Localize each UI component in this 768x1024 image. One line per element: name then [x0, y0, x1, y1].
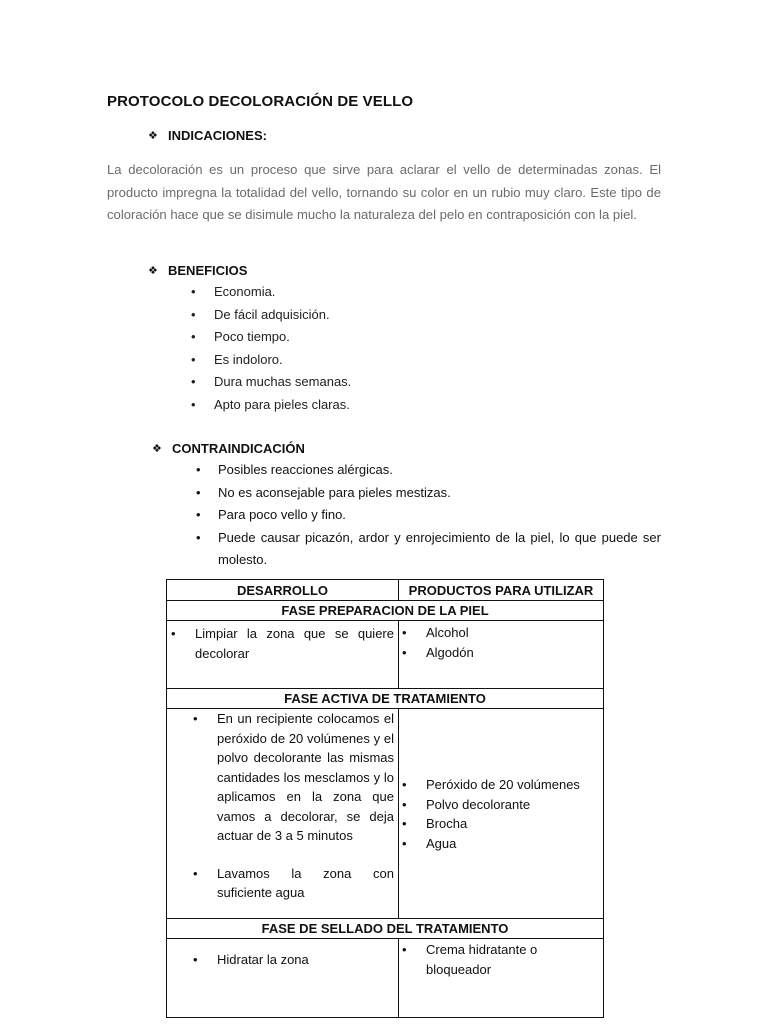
list-item: [402, 775, 603, 795]
bullet-icon: •: [191, 329, 196, 344]
list-item-text: Alcohol: [426, 625, 469, 640]
list-item: [193, 709, 394, 846]
list-item-text: Posibles reacciones alérgicas.: [218, 462, 393, 477]
list-item-text: De fácil adquisición.: [214, 306, 330, 322]
list-item-text: Agua: [426, 835, 457, 851]
list-item: [402, 623, 603, 643]
desarrollo-cell: [167, 709, 399, 919]
list-item: [402, 643, 603, 663]
bullet-icon: •: [402, 645, 407, 660]
list-item: [171, 624, 394, 664]
list-item: [191, 281, 351, 304]
list-item: [191, 304, 351, 327]
desarrollo-list: [167, 709, 398, 903]
bullet-icon: •: [193, 711, 198, 726]
bullet-icon: •: [402, 942, 407, 957]
list-item-text: Poco tiempo.: [214, 329, 290, 344]
bullet-icon: •: [402, 796, 407, 812]
list-item: [196, 459, 661, 482]
list-item: [196, 482, 661, 505]
phase-title: FASE DE SELLADO DEL TRATAMIENTO: [167, 919, 604, 939]
desarrollo-cell: [167, 621, 399, 689]
diamond-bullet-icon: ❖: [148, 265, 158, 277]
bullet-icon: •: [171, 626, 176, 641]
list-item-text: En un recipiente colocamos el peróxido de 20 volúmenes y el polvo decolorante las mismas cantidades los mesclamos y lo aplicamos en la zona que vamos a decolorar, se deja actuar de 3 a 5 minutos: [217, 711, 394, 843]
table-row: [167, 939, 604, 1018]
header-desarrollo: DESARROLLO: [167, 580, 399, 601]
bullet-icon: •: [193, 865, 198, 881]
beneficios-list: [191, 281, 351, 416]
contraindicacion-heading-label: CONTRAINDICACIÓN: [172, 441, 305, 456]
list-item-text: Apto para pieles claras.: [214, 396, 350, 412]
list-item: [191, 326, 351, 349]
list-item: [191, 371, 351, 394]
productos-cell: [399, 939, 604, 1018]
phase-row: [167, 689, 604, 709]
desarrollo-cell: [167, 939, 399, 1018]
list-item-text: Polvo decolorante: [426, 796, 531, 812]
contraindicacion-list: [196, 459, 661, 572]
list-item-text: Es indoloro.: [214, 351, 283, 367]
desarrollo-list: [167, 621, 398, 664]
productos-list: [399, 939, 603, 980]
table-header-row: [167, 580, 604, 601]
list-item: [196, 527, 661, 572]
list-item: [402, 814, 603, 834]
productos-cell: [399, 709, 604, 919]
bullet-icon: •: [191, 284, 196, 299]
productos-list: [399, 709, 603, 853]
diamond-bullet-icon: ❖: [152, 443, 162, 455]
bullet-icon: •: [196, 484, 201, 500]
list-item-text: Puede causar picazón, ardor y enrojecimiento de la piel, lo que puede ser molesto.: [218, 529, 661, 567]
indicaciones-paragraph: La decoloración es un proceso que sirve para aclarar el vello de determinadas zonas. El producto impregna la totalidad del vello, tornando su color en un rubio muy claro. Este tipo de coloración hace que se disimule mucho la naturaleza del pelo en contraposición con la piel.: [107, 162, 661, 222]
list-item-text: Brocha: [426, 816, 468, 831]
protocol-table: [166, 579, 604, 1018]
table-row: [167, 621, 604, 689]
list-item-text: Hidratar la zona: [217, 952, 309, 967]
bullet-icon: •: [191, 306, 196, 322]
list-item: [193, 950, 394, 970]
phase-title: FASE ACTIVA DE TRATAMIENTO: [167, 689, 604, 709]
diamond-bullet-icon: ❖: [148, 130, 158, 142]
bullet-icon: •: [402, 835, 407, 851]
bullet-icon: •: [191, 351, 196, 367]
document-title: PROTOCOLO DECOLORACIÓN DE VELLO: [107, 93, 414, 110]
list-item-text: No es aconsejable para pieles mestizas.: [218, 484, 451, 500]
phase-title: FASE PREPARACION DE LA PIEL: [167, 601, 604, 621]
list-item-text: Peróxido de 20 volúmenes: [426, 777, 580, 792]
list-item: [191, 394, 351, 417]
phase-row: [167, 919, 604, 939]
beneficios-heading: [148, 263, 247, 278]
list-item: [196, 504, 661, 527]
list-item-text: Algodón: [426, 645, 474, 660]
list-item-text: Lavamos la zona con suficiente agua: [217, 865, 394, 900]
productos-list: [399, 621, 603, 663]
bullet-icon: •: [191, 374, 196, 389]
phase-row: [167, 601, 604, 621]
list-item: [193, 864, 394, 903]
list-item-text: Dura muchas semanas.: [214, 374, 352, 389]
list-item-text: Crema hidratante o bloqueador: [426, 942, 538, 977]
bullet-icon: •: [402, 777, 407, 792]
bullet-icon: •: [402, 816, 407, 831]
indicaciones-heading: [148, 128, 267, 143]
indicaciones-heading-label: INDICACIONES:: [168, 128, 267, 143]
bullet-icon: •: [196, 529, 201, 545]
list-item-text: Limpiar la zona que se quiere decolorar: [195, 626, 394, 661]
contraindicacion-heading: [152, 441, 305, 456]
list-item-text: Para poco vello y fino.: [218, 507, 346, 522]
bullet-icon: •: [191, 396, 196, 412]
header-productos: PRODUCTOS PARA UTILIZAR: [399, 580, 604, 601]
table-row: [167, 709, 604, 919]
list-item: [402, 795, 603, 815]
list-item: [402, 834, 603, 854]
list-item-text: Economia.: [214, 284, 276, 299]
bullet-icon: •: [196, 507, 201, 522]
beneficios-heading-label: BENEFICIOS: [168, 263, 248, 278]
bullet-icon: •: [193, 952, 198, 967]
productos-cell: [399, 621, 604, 689]
list-item: [402, 940, 603, 980]
list-item: [191, 349, 351, 372]
bullet-icon: •: [196, 462, 201, 477]
desarrollo-list: [167, 939, 398, 970]
bullet-icon: •: [402, 625, 407, 640]
